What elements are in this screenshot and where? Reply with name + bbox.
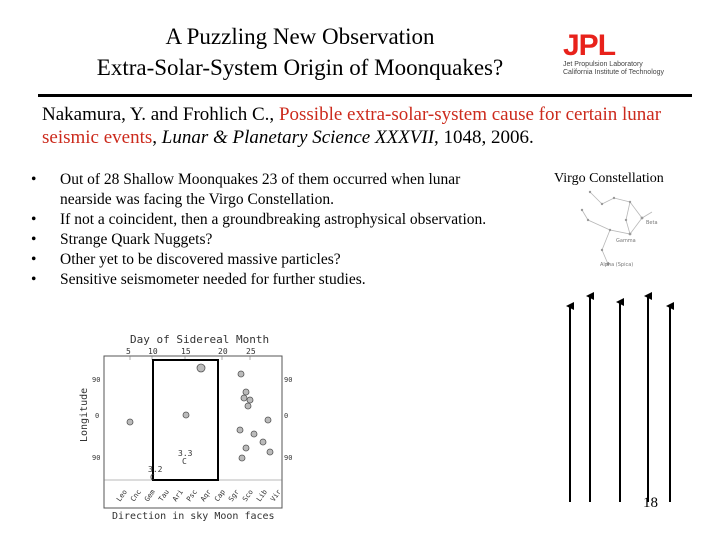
quake-point [247, 397, 253, 403]
quake-point [197, 364, 205, 372]
title-divider [38, 94, 692, 97]
reference-journal: Lunar & Planetary Science XXXVII [161, 127, 435, 148]
jpl-logo-line1: Jet Propulsion Laboratory [563, 61, 643, 68]
plot-right-tick: 90 [284, 454, 293, 462]
bullet-item: • If not a coincident, then a groundbreaking astrophysical observation. [24, 210, 504, 230]
constellation-tick: Gem [143, 488, 157, 504]
quake-point [183, 412, 189, 418]
constellation-tick: Ari [171, 488, 185, 504]
constellation-tick: Sgr [227, 488, 241, 504]
page-number: 18 [643, 495, 658, 511]
plot-right-tick: 0 [284, 412, 289, 420]
constellation-tick: Psc [185, 488, 199, 504]
reference-details: , 1048, 2006. [434, 127, 534, 148]
slide-title-line1: A Puzzling New Observation [165, 24, 435, 49]
plot-right-tick: 90 [284, 376, 293, 384]
slide-title-line2: Extra-Solar-System Origin of Moonquakes? [96, 55, 504, 80]
quake-point [127, 419, 133, 425]
jpl-logo-mark: JPL [563, 29, 616, 62]
moonquake-plot [78, 330, 296, 522]
plot-annotation-mid: 3.3 [178, 449, 193, 458]
virgo-star-gamma: Gamma [616, 238, 636, 244]
plot-top-tick: 5 [126, 347, 131, 356]
virgo-star-beta: Beta [646, 220, 658, 226]
jpl-logo [563, 31, 673, 87]
particle-arrows [560, 292, 690, 504]
plot-annotation-left: 3.2 [148, 465, 163, 474]
bullet-item: • Strange Quark Nuggets? [24, 230, 504, 250]
reference-paper-title: Possible extra-solar-system cause for certain lunar seismic events [42, 104, 662, 148]
plot-left-tick: 90 [92, 376, 101, 384]
plot-top-tick: 20 [218, 347, 228, 356]
bullet-list [24, 170, 504, 290]
reference-citation [42, 103, 692, 149]
quake-point [267, 449, 273, 455]
virgo-star-spica: Alpha (Spica) [600, 262, 634, 268]
constellation-tick: Cnc [129, 488, 143, 504]
constellation-tick: Vir [269, 488, 283, 504]
quake-point [265, 417, 271, 423]
plot-top-tick: 25 [246, 347, 256, 356]
bullet-item: • Other yet to be discovered massive particles? [24, 250, 504, 270]
constellation-tick: Tau [157, 488, 171, 504]
reference-authors: Nakamura, Y. and Frohlich C., [42, 104, 279, 125]
plot-annotation-left-sub: C [150, 473, 155, 482]
plot-top-tick: 15 [181, 347, 191, 356]
bullet-item: • Out of 28 Shallow Moonquakes 23 of them occurred when lunar nearside was facing the Virgo Constellation. [24, 170, 504, 210]
virgo-constellation-diagram [580, 190, 670, 272]
plot-left-tick: 0 [95, 412, 100, 420]
constellation-tick: Aqr [199, 488, 213, 504]
plot-top-tick: 10 [148, 347, 158, 356]
reference-separator: , [152, 127, 162, 148]
plot-left-tick: 90 [92, 454, 101, 462]
plot-top-label: Day of Sidereal Month [130, 333, 270, 346]
plot-annotation-mid-sub: C [182, 457, 187, 466]
quake-point [243, 445, 249, 451]
quake-point [238, 371, 244, 377]
quake-point [260, 439, 266, 445]
plot-left-label: Longitude [79, 387, 90, 442]
constellation-tick: Sco [241, 488, 255, 504]
quake-point [241, 395, 247, 401]
quake-point [237, 427, 243, 433]
bullet-item: • Sensitive seismometer needed for further studies. [24, 270, 504, 290]
jpl-logo-line2: California Institute of Technology [563, 69, 665, 76]
constellation-tick: Leo [115, 488, 129, 504]
plot-bottom-label: Direction in sky Moon faces [112, 511, 275, 522]
virgo-label: Virgo Constellation [554, 171, 664, 186]
quake-point [245, 403, 251, 409]
quake-point [243, 389, 249, 395]
quake-point [239, 455, 245, 461]
constellation-tick: Lib [255, 488, 269, 504]
constellation-tick: Cap [213, 488, 227, 504]
quake-point [251, 431, 257, 437]
